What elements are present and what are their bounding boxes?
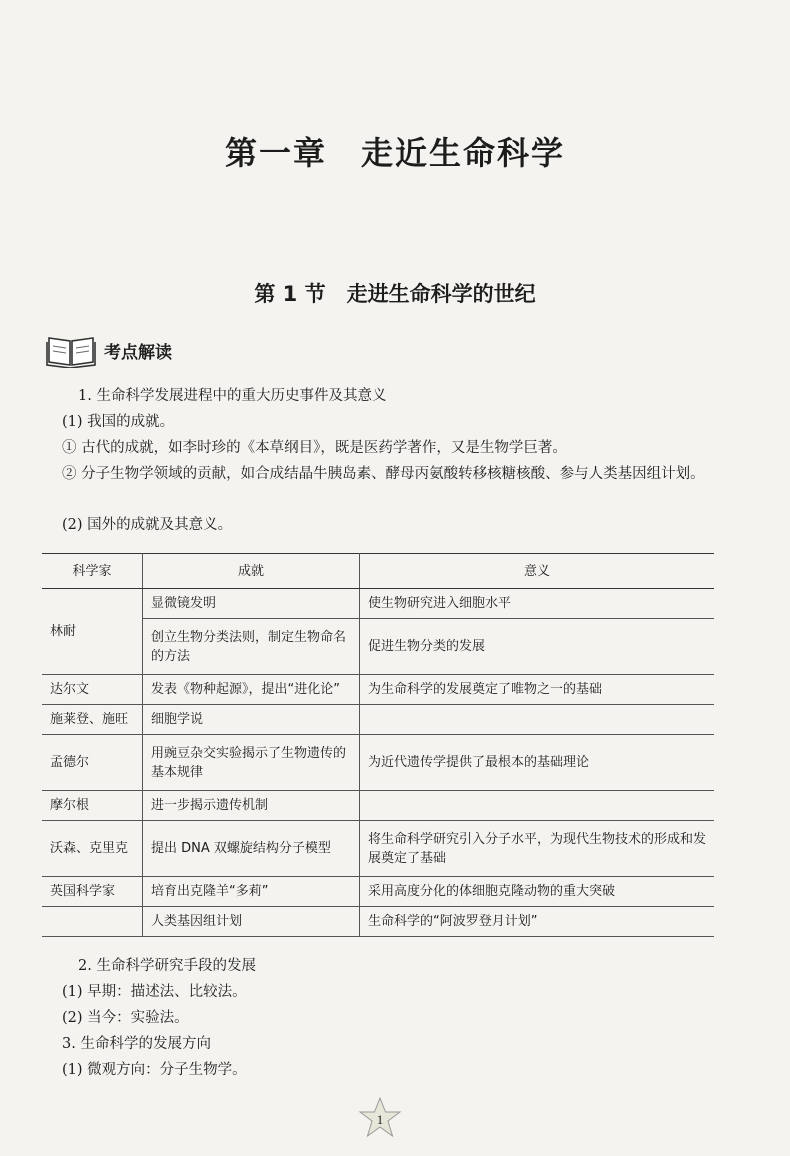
table-row <box>42 735 714 791</box>
point-1-sub-1: (1) 我国的成就。 <box>62 414 175 430</box>
achievement-cell: 显微镜发明 <box>143 589 360 619</box>
page-number: 1 <box>376 1112 384 1127</box>
meaning-cell: 使生物研究进入细胞水平 <box>360 589 715 619</box>
point-2-heading: 2. 生命科学研究手段的发展 <box>78 958 256 974</box>
page-number-badge <box>358 1096 402 1140</box>
table-row <box>42 791 714 821</box>
achievement-cell: 进一步揭示遗传机制 <box>143 791 360 821</box>
scientist-cell <box>42 907 143 937</box>
column-header: 意义 <box>360 554 715 589</box>
table-row <box>42 705 714 735</box>
achievement-cell: 人类基因组计划 <box>143 907 360 937</box>
chapter-title: 第一章 走近生命科学 <box>224 134 565 172</box>
point-2-sub-1: (1) 早期：描述法、比较法。 <box>62 984 247 1000</box>
achievement-cell: 发表《物种起源》，提出“进化论” <box>143 675 360 705</box>
achievements-table <box>42 553 714 937</box>
point-3-heading: 3. 生命科学的发展方向 <box>62 1036 211 1052</box>
table-row <box>42 675 714 705</box>
point-1-sub-1-item-1: ① 古代的成就，如李时珍的《本草纲目》，既是医药学著作，又是生物学巨著。 <box>62 440 567 456</box>
column-header: 科学家 <box>42 554 143 589</box>
achievement-cell: 用豌豆杂交实验揭示了生物遗传的基本规律 <box>143 735 360 791</box>
scientist-cell: 林耐 <box>42 589 143 675</box>
scientist-cell: 达尔文 <box>42 675 143 705</box>
table-row <box>42 619 714 675</box>
meaning-cell: 为近代遗传学提供了最根本的基础理论 <box>360 735 715 791</box>
point-1-sub-1-item-2: ② 分子生物学领域的贡献，如合成结晶牛胰岛素、酵母丙氨酸转移核糖核酸、参与人类基因组计划。 <box>62 466 705 482</box>
point-1-sub-2: (2) 国外的成就及其意义。 <box>62 517 233 533</box>
meaning-cell: 为生命科学的发展奠定了唯物之一的基础 <box>360 675 715 705</box>
scientist-cell: 施莱登、施旺 <box>42 705 143 735</box>
column-header: 成就 <box>143 554 360 589</box>
meaning-cell <box>360 791 715 821</box>
achievement-cell: 创立生物分类法则，制定生物命名的方法 <box>143 619 360 675</box>
scientist-cell: 沃森、克里克 <box>42 821 143 877</box>
table-header-row <box>42 554 714 589</box>
meaning-cell <box>360 705 715 735</box>
section-title: 第 1 节 走进生命科学的世纪 <box>254 282 536 306</box>
meaning-cell: 将生命科学研究引入分子水平，为现代生物技术的形成和发展奠定了基础 <box>360 821 715 877</box>
table-row <box>42 877 714 907</box>
meaning-cell: 采用高度分化的体细胞克隆动物的重大突破 <box>360 877 715 907</box>
point-2-sub-2: (2) 当今：实验法。 <box>62 1010 189 1026</box>
key-points-header <box>46 330 172 370</box>
scientist-cell: 摩尔根 <box>42 791 143 821</box>
achievement-cell: 细胞学说 <box>143 705 360 735</box>
point-1-heading: 1. 生命科学发展进程中的重大历史事件及其意义 <box>78 388 387 404</box>
achievement-cell: 提出 DNA 双螺旋结构分子模型 <box>143 821 360 877</box>
table-row <box>42 821 714 877</box>
table-row <box>42 589 714 619</box>
scientist-cell: 英国科学家 <box>42 877 143 907</box>
achievement-cell: 培育出克隆羊“多莉” <box>143 877 360 907</box>
open-book-icon <box>46 332 96 368</box>
table-row <box>42 907 714 937</box>
meaning-cell: 生命科学的“阿波罗登月计划” <box>360 907 715 937</box>
meaning-cell: 促进生物分类的发展 <box>360 619 715 675</box>
key-points-label: 考点解读 <box>104 342 172 363</box>
point-3-sub-1: (1) 微观方向：分子生物学。 <box>62 1062 247 1078</box>
scientist-cell: 孟德尔 <box>42 735 143 791</box>
